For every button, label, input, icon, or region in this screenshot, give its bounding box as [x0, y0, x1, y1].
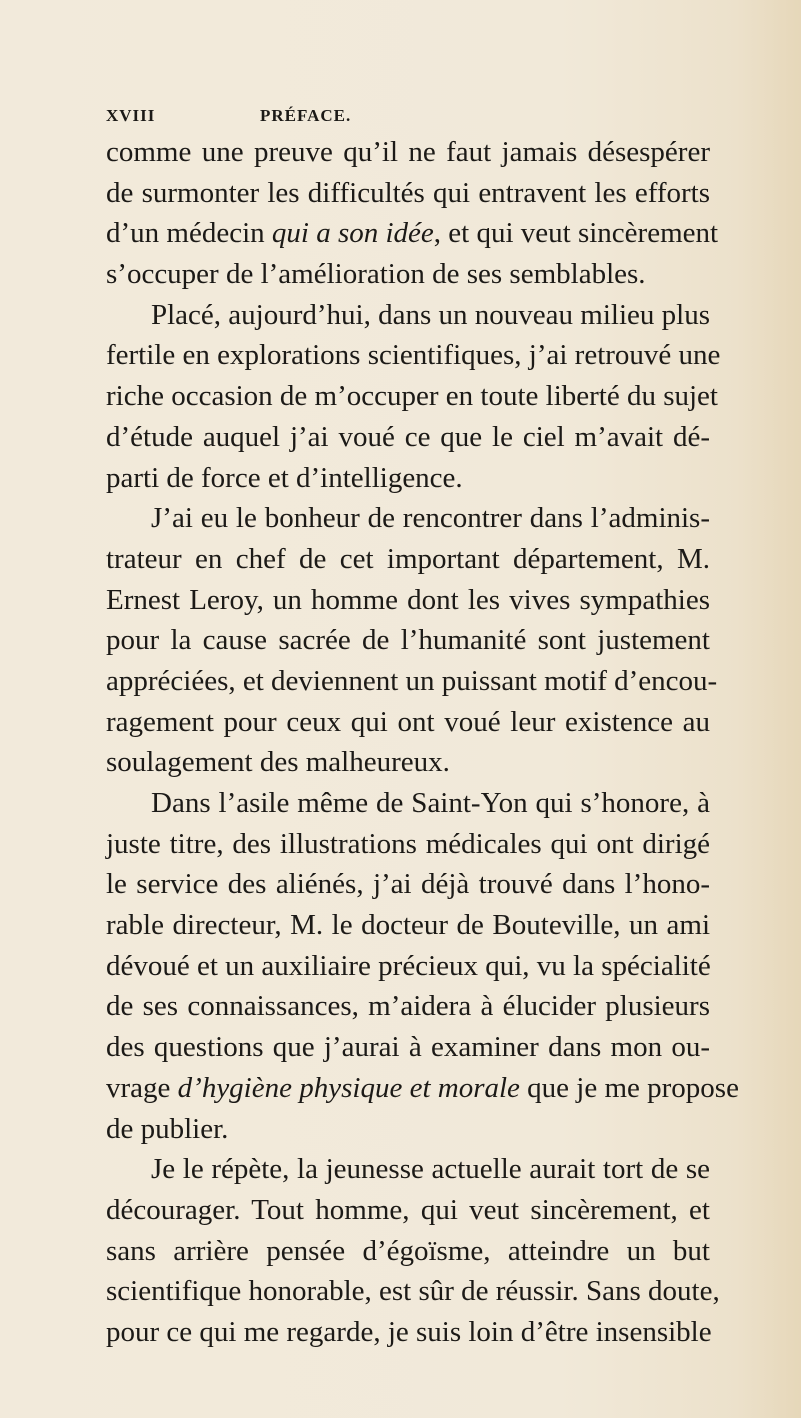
text-segment: de ses connaissances, m’aidera à élucider plusieurs	[106, 990, 710, 1023]
text-line	[106, 905, 710, 946]
text-line	[106, 132, 710, 173]
text-segment: J’ai eu le bonheur de rencontrer dans l’adminis-	[151, 502, 710, 535]
text-segment: , et qui veut sincèrement	[433, 217, 719, 250]
text-segment: scientifique honorable, est sûr de réussir. Sans doute,	[106, 1275, 720, 1308]
text-segment: Je le répète, la jeunesse actuelle aurait tort de se	[151, 1153, 710, 1186]
text-line	[106, 295, 710, 336]
text-line	[106, 213, 719, 254]
text-line	[106, 173, 710, 214]
text-line	[106, 1271, 720, 1312]
italic-text: d’hygiène physique et morale	[177, 1071, 520, 1104]
text-line	[106, 1027, 710, 1068]
text-line	[106, 1149, 710, 1190]
text-line	[106, 417, 710, 458]
text-line	[106, 742, 710, 783]
text-line	[106, 458, 710, 499]
text-segment: de surmonter les difficultés qui entravent les efforts	[106, 176, 710, 209]
page-number: XVIII	[106, 106, 156, 125]
text-line	[106, 580, 710, 621]
text-line	[106, 864, 710, 905]
italic-text: qui a son idée	[271, 217, 434, 250]
text-segment: décourager. Tout homme, qui veut sincèrement, et	[106, 1193, 710, 1226]
text-segment: pour la cause sacrée de l’humanité sont justement	[106, 624, 710, 657]
text-segment: dévoué et un auxiliaire précieux qui, vu la spécialité	[106, 949, 711, 982]
text-line	[106, 335, 721, 376]
text-line	[106, 1312, 710, 1353]
text-segment: des questions que j’aurai à examiner dans mon ou-	[106, 1031, 710, 1064]
text-segment: comme une preuve qu’il ne faut jamais désespérer	[106, 136, 710, 168]
text-segment: fertile en explorations scientifiques, j’ai retrouvé une	[106, 339, 721, 372]
text-segment: appréciées, et deviennent un puissant motif d’encou-	[106, 664, 718, 697]
text-segment: d’étude auquel j’ai voué ce que le ciel m’avait dé-	[106, 420, 710, 453]
text-segment: pour ce qui me regarde, je suis loin d’être insensible	[106, 1315, 712, 1348]
page-header	[106, 106, 696, 130]
text-segment: rable directeur, M. le docteur de Bouteville, un ami	[106, 909, 710, 942]
text-segment: soulagement des malheureux.	[106, 746, 450, 779]
text-segment: de publier.	[106, 1112, 229, 1145]
body-text	[106, 132, 739, 1353]
text-line	[106, 1068, 739, 1109]
text-segment: s’occuper de l’amélioration de ses semblables.	[106, 258, 646, 291]
text-line	[106, 539, 710, 580]
text-line	[106, 986, 710, 1027]
text-line	[106, 702, 710, 743]
text-line	[106, 620, 710, 661]
text-segment: vrage	[106, 1071, 178, 1104]
text-segment: riche occasion de m’occuper en toute liberté du sujet	[106, 380, 718, 413]
text-segment: parti de force et d’intelligence.	[106, 461, 463, 494]
text-segment: ragement pour ceux qui ont voué leur existence au	[106, 705, 710, 738]
text-line	[106, 1109, 710, 1150]
text-line	[106, 498, 710, 539]
text-segment: trateur en chef de cet important département, M.	[106, 542, 710, 575]
text-segment: Ernest Leroy, un homme dont les vives sympathies	[106, 583, 710, 616]
text-line	[106, 661, 718, 702]
text-line	[106, 824, 710, 865]
text-segment: Dans l’asile même de Saint-Yon qui s’honore, à	[151, 787, 710, 819]
text-line	[106, 783, 710, 824]
text-segment: d’un médecin	[106, 217, 272, 250]
running-title: PRÉFACE.	[260, 106, 352, 125]
text-line	[106, 1190, 710, 1231]
text-line	[106, 1231, 710, 1272]
text-segment: juste titre, des illustrations médicales qui ont dirigé	[106, 827, 710, 860]
text-line	[106, 254, 710, 295]
text-segment: le service des aliénés, j’ai déjà trouvé dans l’hono-	[106, 868, 710, 901]
text-segment: sans arrière pensée d’égoïsme, atteindre un but	[106, 1234, 710, 1267]
text-line	[106, 376, 718, 417]
text-segment: que je me propose	[519, 1071, 739, 1104]
text-line	[106, 946, 710, 987]
text-segment: Placé, aujourd’hui, dans un nouveau milieu plus	[151, 298, 710, 331]
